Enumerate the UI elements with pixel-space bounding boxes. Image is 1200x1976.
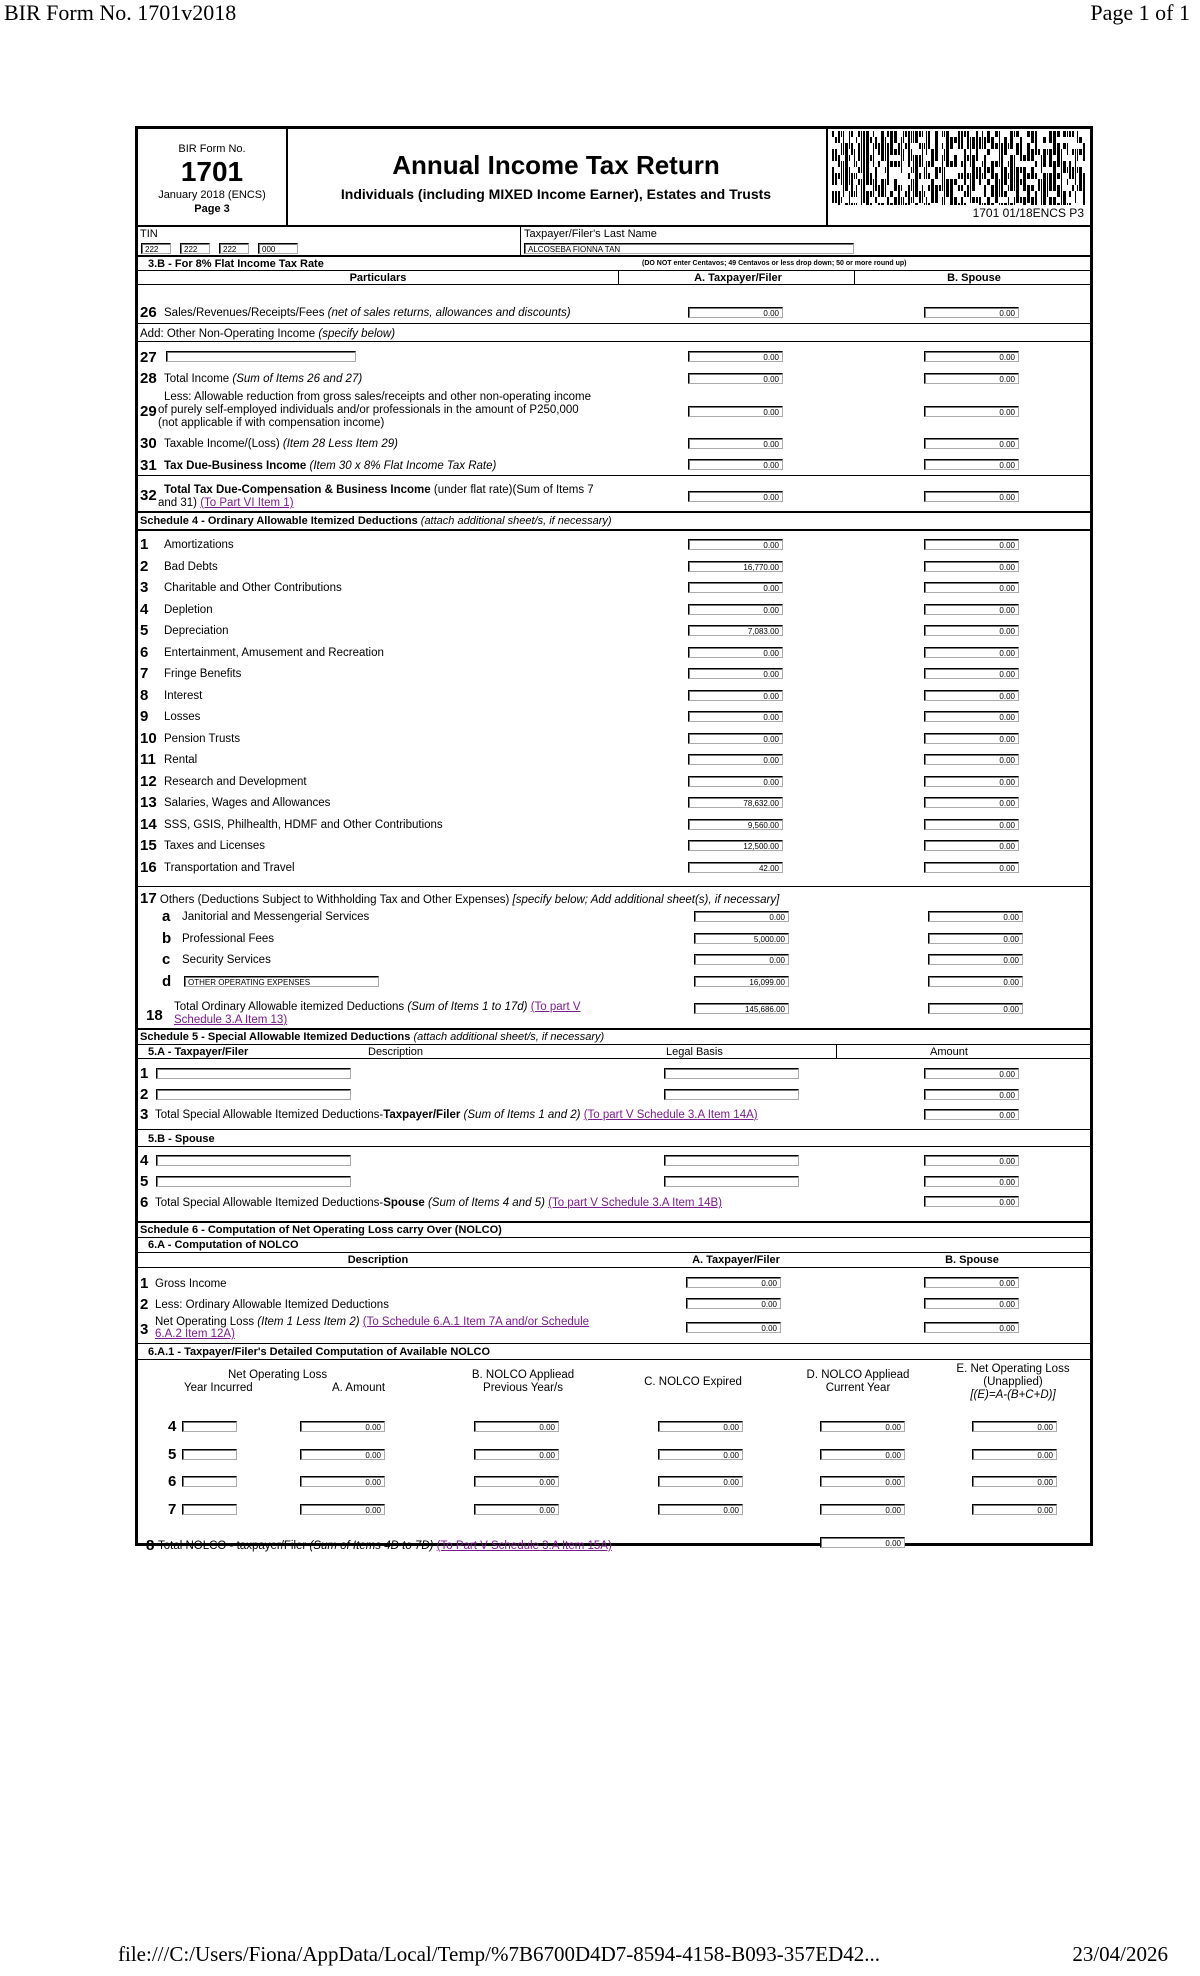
s4-item-num: 5 — [140, 622, 149, 639]
s4-item-label: Transportation and Travel — [164, 861, 295, 874]
item-18-b[interactable]: 0.00 — [928, 1003, 1023, 1014]
s6-col-description: Description — [347, 1254, 409, 1266]
s4-item-num: 4 — [140, 600, 149, 618]
last-name-label: Taxpayer/Filer's Last Name — [524, 228, 657, 240]
s6-row-c[interactable]: 0.00 — [658, 1449, 743, 1460]
s4-sub-label[interactable]: OTHER OPERATING EXPENSES — [184, 976, 379, 987]
s5-item-3-amount[interactable]: 0.00 — [924, 1109, 1019, 1120]
s6-row-b[interactable]: 0.00 — [474, 1421, 559, 1432]
s6-row-b[interactable]: 0.00 — [474, 1476, 559, 1487]
s4-item-b[interactable]: 0.00 — [924, 582, 1019, 593]
s4-item-a[interactable]: 78,632.00 — [688, 797, 783, 808]
s4-item-label: Depreciation — [164, 625, 229, 637]
s6-row-d[interactable]: 0.00 — [820, 1504, 905, 1515]
s4-item-a[interactable]: 0.00 — [688, 604, 783, 615]
s4-item-b[interactable]: 0.00 — [924, 733, 1019, 744]
item-31-note: (Item 30 x 8% Flat Income Tax Rate) — [309, 460, 497, 472]
barcode-block — [826, 129, 1092, 225]
item-29-b[interactable]: 0.00 — [924, 406, 1019, 417]
item-28-a[interactable]: 0.00 — [688, 373, 783, 384]
s6-item-2-b[interactable]: 0.00 — [924, 1298, 1019, 1309]
page-footer-date: 23/04/2026 — [1072, 1942, 1168, 1966]
s5-item-3-note: (Sum of Items 1 and 2) — [463, 1109, 581, 1121]
s4-sub-a[interactable]: 16,099.00 — [694, 976, 789, 987]
s4-item-a[interactable]: 16,770.00 — [688, 561, 783, 572]
item-18-note: (Sum of Items 1 to 17d) — [407, 1001, 528, 1013]
item-29-num: 29 — [140, 403, 157, 420]
item-26-a[interactable]: 0.00 — [688, 307, 783, 318]
item-28-num: 28 — [140, 370, 157, 387]
form-number: 1701 — [180, 156, 244, 187]
item-31-label: Tax Due-Business Income — [164, 460, 307, 472]
s5a-title: 5.A - Taxpayer/Filer — [148, 1046, 249, 1058]
s6-row-num: 4 — [168, 1418, 177, 1435]
s6-item-1-b[interactable]: 0.00 — [924, 1277, 1019, 1288]
s6-item-2-label: Less: Ordinary Allowable Itemized Deductions — [155, 1299, 389, 1311]
item-18-label: Total Ordinary Allowable itemized Deductions — [174, 1001, 405, 1013]
s6a1-h-b1: B. NOLCO Appliead — [471, 1369, 575, 1381]
barcode-icon — [832, 131, 1088, 205]
s4-item-b[interactable]: 0.00 — [924, 604, 1019, 615]
s6a1-h-b2: Previous Year/s — [483, 1382, 563, 1394]
s4-sub-letter: b — [162, 929, 172, 947]
s5-item-2-legal[interactable] — [664, 1089, 799, 1100]
s4-item-num: 15 — [140, 837, 157, 854]
s6-row-d[interactable]: 0.00 — [820, 1421, 905, 1432]
s4-item-num: 6 — [140, 643, 149, 661]
tin-part-4[interactable]: 000 — [258, 243, 298, 254]
s4-item-label: Amortizations — [164, 539, 234, 551]
s5-col-description: Description — [368, 1046, 424, 1058]
s5-col-amount: Amount — [930, 1046, 968, 1058]
s4-item-b[interactable]: 0.00 — [924, 819, 1019, 830]
s6-title: Schedule 6 - Computation of Net Operating Loss carry Over (NOLCO) — [140, 1224, 502, 1236]
item-29-line3: (not applicable if with compensation income) — [158, 417, 385, 429]
s4-item-b[interactable]: 0.00 — [924, 754, 1019, 765]
s6-item-3-note: (Item 1 Less Item 2) — [257, 1316, 360, 1328]
s6-item-3-label: Net Operating Loss — [155, 1316, 255, 1328]
s6-row-e[interactable]: 0.00 — [972, 1504, 1057, 1515]
s6-item-3-b[interactable]: 0.00 — [924, 1322, 1019, 1333]
s4-title: Schedule 4 - Ordinary Allowable Itemized Deductions — [140, 515, 418, 527]
s4-sub-b[interactable]: 0.00 — [928, 954, 1023, 965]
s5-item-2-amount[interactable]: 0.00 — [924, 1089, 1019, 1100]
s5b-title: 5.B - Spouse — [148, 1133, 215, 1145]
s6-row-num: 5 — [168, 1445, 177, 1463]
s6-item-1-label: Gross Income — [155, 1278, 227, 1290]
s4-sub-label: Security Services — [182, 954, 271, 966]
item-30-b[interactable]: 0.00 — [924, 438, 1019, 449]
s4-item-a[interactable]: 12,500.00 — [688, 840, 783, 851]
s4-item-label: Rental — [164, 754, 198, 766]
s4-item-label: Pension Trusts — [164, 732, 241, 745]
s4-sub-letter: d — [162, 972, 172, 990]
s4-item-num: 2 — [140, 557, 149, 575]
s4-sub-b[interactable]: 0.00 — [928, 976, 1023, 987]
s4-item-a[interactable]: 9,560.00 — [688, 819, 783, 830]
s4-item-num: 8 — [140, 686, 149, 704]
s6-row-c[interactable]: 0.00 — [658, 1421, 743, 1432]
s4-item-label: Entertainment, Amusement and Recreation — [164, 646, 384, 659]
page-header-form-id: BIR Form No. 1701v2018 — [4, 0, 237, 25]
s6a1-h-amount: A. Amount — [332, 1382, 386, 1394]
s6-item-3-link-1[interactable]: (To Schedule 6.A.1 Item 7A and/or Schedule — [362, 1316, 590, 1328]
s5-item-4-amount[interactable]: 0.00 — [924, 1155, 1019, 1166]
s4-item-label: Bad Debts — [164, 560, 218, 573]
s4-item-a[interactable]: 0.00 — [688, 711, 783, 722]
s5-item-5-num: 5 — [140, 1173, 149, 1190]
item-32-b[interactable]: 0.00 — [924, 491, 1019, 502]
s4-item-num: 7 — [140, 665, 149, 682]
item-32-label: Total Tax Due-Compensation & Business Income — [164, 484, 431, 496]
s4-item-label: Depletion — [164, 603, 213, 616]
item-32-num: 32 — [140, 487, 157, 504]
item-26-b[interactable]: 0.00 — [924, 307, 1019, 318]
item-26-num: 26 — [140, 304, 157, 321]
s5-item-1-legal[interactable] — [664, 1068, 799, 1079]
s4-item-label: Fringe Benefits — [164, 668, 242, 680]
s6a1-h-d1: D. NOLCO Appliead — [806, 1369, 910, 1381]
form-id-block — [138, 129, 288, 225]
item-31-b[interactable]: 0.00 — [924, 459, 1019, 470]
s6-row-a[interactable]: 0.00 — [300, 1504, 385, 1515]
s4-item-b[interactable]: 0.00 — [924, 668, 1019, 679]
s6-item-2-a[interactable]: 0.00 — [686, 1298, 781, 1309]
add-label: Add: Other Non-Operating Income — [140, 328, 316, 340]
s5-item-6-num: 6 — [140, 1194, 149, 1211]
s5-col-legal-basis: Legal Basis — [666, 1046, 723, 1058]
item-30-note: (Item 28 Less Item 29) — [282, 438, 398, 450]
item-28-label: Total Income — [164, 373, 230, 385]
s4-sub-b[interactable]: 0.00 — [928, 911, 1023, 922]
s4-sub-a[interactable]: 0.00 — [694, 911, 789, 922]
s4-item-num: 10 — [140, 729, 157, 747]
s6a1-h-e3: [(E)=A-(B+C+D)] — [970, 1389, 1056, 1401]
s6-row-b[interactable]: 0.00 — [474, 1449, 559, 1460]
item-32-a[interactable]: 0.00 — [688, 491, 783, 502]
s4-item-b[interactable]: 0.00 — [924, 840, 1019, 851]
s5-item-5-legal[interactable] — [664, 1176, 799, 1187]
item-27-b[interactable]: 0.00 — [924, 351, 1019, 362]
item-32-note: (under flat rate)(Sum of Items 7 — [433, 484, 594, 496]
s4-item-b[interactable]: 0.00 — [924, 797, 1019, 808]
s5-item-4-desc[interactable] — [156, 1155, 351, 1166]
s6-row-num: 6 — [168, 1473, 177, 1490]
s4-sub-letter: a — [162, 908, 171, 925]
s4-item-num: 14 — [140, 815, 157, 833]
s4-item-a[interactable]: 0.00 — [688, 539, 783, 550]
s6-row-e[interactable]: 0.00 — [972, 1421, 1057, 1432]
s6-col-spouse: B. Spouse — [945, 1254, 999, 1266]
form-title: Annual Income Tax Return — [392, 150, 720, 180]
s4-sub-a[interactable]: 5,000.00 — [694, 933, 789, 944]
s6-item-1-a[interactable]: 0.00 — [686, 1277, 781, 1288]
item-28-note: (Sum of Items 26 and 27) — [232, 373, 363, 385]
s5-item-6-label-bold: Spouse — [383, 1197, 425, 1209]
s5-item-6-label: Total Special Allowable Itemized Deductions- — [155, 1197, 384, 1209]
s4-sub-letter: c — [162, 951, 171, 968]
s4-item-label: Charitable and Other Contributions — [164, 582, 342, 594]
s4-item-b[interactable]: 0.00 — [924, 647, 1019, 658]
barcode-code: 1701 01/18ENCS P3 — [972, 206, 1084, 220]
s5-item-1-num: 1 — [140, 1065, 149, 1082]
s6-item-8-label: Total NOLCO - taxpayer/Filer — [158, 1540, 307, 1552]
item-27-a[interactable]: 0.00 — [688, 351, 783, 362]
s4-item-a[interactable]: 0.00 — [688, 754, 783, 765]
item-29-a[interactable]: 0.00 — [688, 406, 783, 417]
s6-item-3-num: 3 — [140, 1321, 149, 1338]
s6-item-8-link[interactable]: (To Part V Schedule 3.A Item 15A) — [436, 1540, 612, 1552]
item-32-line2: and 31) — [158, 497, 198, 509]
s6-row-c[interactable]: 0.00 — [658, 1504, 743, 1515]
s5-item-6-link[interactable]: (To part V Schedule 3.A Item 14B) — [548, 1197, 722, 1209]
s5-item-2-num: 2 — [140, 1086, 149, 1103]
s6a1-h-nol: Net Operating Loss — [228, 1369, 328, 1381]
item-30-num: 30 — [140, 435, 157, 452]
form-version: January 2018 (ENCS) — [158, 189, 266, 201]
s4-item-b[interactable]: 0.00 — [924, 690, 1019, 701]
s5-title-note: (attach additional sheet/s, if necessary) — [413, 1031, 605, 1043]
item-31-num: 31 — [140, 457, 157, 474]
s4-item-a[interactable]: 0.00 — [688, 733, 783, 744]
item-32-link[interactable]: (To Part VI Item 1) — [200, 497, 294, 509]
s4-item-a[interactable]: 0.00 — [688, 582, 783, 593]
s6a1-h-e1: E. Net Operating Loss — [956, 1363, 1070, 1375]
item-30-label: Taxable Income/(Loss) — [164, 438, 280, 450]
s6-row-num: 7 — [168, 1500, 177, 1518]
item-27-num: 27 — [140, 349, 157, 366]
s4-item-num: 12 — [140, 772, 157, 790]
s4-item-label: SSS, GSIS, Philhealth, HDMF and Other Contributions — [164, 818, 443, 831]
s6-row-d[interactable]: 0.00 — [820, 1476, 905, 1487]
s6a-title: 6.A - Computation of NOLCO — [148, 1239, 299, 1251]
s5-item-5-desc[interactable] — [156, 1176, 351, 1187]
s6a1-h-e2: (Unapplied) — [983, 1376, 1043, 1388]
item-31-a[interactable]: 0.00 — [688, 459, 783, 470]
s4-item-b[interactable]: 0.00 — [924, 561, 1019, 572]
s6-row-a[interactable]: 0.00 — [300, 1421, 385, 1432]
s5-item-2-desc[interactable] — [156, 1089, 351, 1100]
form-subtitle: Individuals (including MIXED Income Earner), Estates and Trusts — [340, 186, 772, 202]
item-18-link-1[interactable]: (To part V — [530, 1001, 581, 1013]
item-28-b[interactable]: 0.00 — [924, 373, 1019, 384]
tin-part-1[interactable]: 222 — [141, 243, 171, 254]
s4-item-a[interactable]: 0.00 — [688, 668, 783, 679]
s4-item-num: 1 — [140, 536, 149, 553]
s4-item-a[interactable]: 0.00 — [688, 776, 783, 787]
s4-item-label: Research and Development — [164, 775, 307, 788]
s4-item-label: Taxes and Licenses — [164, 840, 266, 852]
s5-item-3-link[interactable]: (To part V Schedule 3.A Item 14A) — [583, 1109, 758, 1121]
s4-sub-label: Janitorial and Messengerial Services — [182, 911, 370, 923]
item-27-desc[interactable] — [166, 351, 356, 362]
s4-sub-b[interactable]: 0.00 — [928, 933, 1023, 944]
col-taxpayer: A. Taxpayer/Filer — [694, 272, 782, 284]
s4-sub-label: Professional Fees — [182, 932, 275, 945]
s6-col-taxpayer: A. Taxpayer/Filer — [692, 1254, 780, 1266]
s4-item-num: 9 — [140, 708, 149, 725]
s6-row-b[interactable]: 0.00 — [474, 1504, 559, 1515]
s4-item-num: 13 — [140, 794, 157, 811]
page-header-page-label: Page 1 of 1 — [1090, 0, 1190, 25]
s6-row-year[interactable] — [182, 1504, 237, 1515]
s4-item-b[interactable]: 0.00 — [924, 625, 1019, 636]
s5-item-3-num: 3 — [140, 1106, 149, 1123]
s6-item-3-a[interactable]: 0.00 — [686, 1322, 781, 1333]
item-17-num: 17 — [140, 890, 157, 907]
col-particulars: Particulars — [349, 272, 407, 284]
s4-item-b[interactable]: 0.00 — [924, 539, 1019, 550]
s4-item-a[interactable]: 0.00 — [688, 690, 783, 701]
s4-item-b[interactable]: 0.00 — [924, 711, 1019, 722]
page-footer-path: file:///C:/Users/Fiona/AppData/Local/Temp/%7B6700D4D7-8594-4158-B093-357ED42... — [118, 1942, 881, 1966]
s5-item-6-amount[interactable]: 0.00 — [924, 1196, 1019, 1207]
item-18-a[interactable]: 145,686.00 — [694, 1003, 789, 1014]
s5-item-6-note: (Sum of Items 4 and 5) — [427, 1197, 545, 1209]
s4-item-label: Losses — [164, 711, 201, 723]
s6-row-a[interactable]: 0.00 — [300, 1449, 385, 1460]
bir-label: BIR Form No. — [178, 143, 246, 155]
s3b-note: (DO NOT enter Centavos; 49 Centavos or less drop down; 50 or more round up) — [642, 260, 907, 267]
s6-item-2-num: 2 — [140, 1296, 149, 1313]
s4-item-num: 3 — [140, 579, 149, 596]
s5-item-3-label: Total Special Allowable Itemized Deductions- — [155, 1109, 384, 1121]
s6-row-e[interactable]: 0.00 — [972, 1449, 1057, 1460]
col-spouse: B. Spouse — [947, 272, 1001, 284]
s6a1-h-d2: Current Year — [825, 1382, 891, 1394]
s5-item-4-num: 4 — [140, 1152, 149, 1169]
s4-item-num: 16 — [140, 858, 157, 876]
item-17-label: Others (Deductions Subject to Withholding Tax and Other Expenses) — [159, 894, 510, 906]
s5-item-3-label-bold: Taxpayer/Filer — [383, 1109, 461, 1121]
s6-item-8-amount[interactable]: 0.00 — [820, 1537, 905, 1548]
s3b-title: 3.B - For 8% Flat Income Tax Rate — [148, 258, 324, 270]
s6-row-year[interactable] — [182, 1476, 237, 1487]
item-18-link-2[interactable]: Schedule 3.A Item 13) — [174, 1014, 288, 1026]
item-26-note: (net of sales returns, allowances and discounts) — [327, 307, 571, 319]
form-page: Page 3 — [194, 203, 230, 215]
s6-item-1-num: 1 — [140, 1275, 149, 1292]
s4-item-num: 11 — [140, 751, 156, 768]
add-note: (specify below) — [318, 328, 396, 340]
s5-item-1-desc[interactable] — [156, 1068, 351, 1079]
s6-row-e[interactable]: 0.00 — [972, 1476, 1057, 1487]
s5-item-4-legal[interactable] — [664, 1155, 799, 1166]
s5-item-5-amount[interactable]: 0.00 — [924, 1176, 1019, 1187]
tin-part-2[interactable]: 222 — [180, 243, 210, 254]
tin-part-3[interactable]: 222 — [219, 243, 249, 254]
item-17-note: [specify below; Add additional sheet(s), if necessary] — [512, 894, 780, 906]
s5-item-1-amount[interactable]: 0.00 — [924, 1068, 1019, 1079]
s6-item-8-num: 8 — [146, 1537, 155, 1554]
s4-item-a[interactable]: 7,083.00 — [688, 625, 783, 636]
s6-row-d[interactable]: 0.00 — [820, 1449, 905, 1460]
s4-item-b[interactable]: 0.00 — [924, 776, 1019, 787]
item-30-a[interactable]: 0.00 — [688, 438, 783, 449]
form-1701-page3 — [135, 126, 1093, 1554]
s6-row-c[interactable]: 0.00 — [658, 1476, 743, 1487]
s5-title: Schedule 5 - Special Allowable Itemized Deductions — [140, 1031, 411, 1043]
item-18-num: 18 — [146, 1007, 163, 1024]
s6a1-h-year: Year Incurred — [184, 1382, 253, 1394]
s6-row-a[interactable]: 0.00 — [300, 1476, 385, 1487]
s4-title-note: (attach additional sheet/s, if necessary) — [420, 515, 612, 527]
s4-sub-a[interactable]: 0.00 — [694, 954, 789, 965]
s6-row-year[interactable] — [182, 1421, 237, 1432]
s4-item-label: Interest — [164, 689, 203, 702]
s6-item-3-link-2[interactable]: 6.A.2 Item 12A) — [155, 1328, 235, 1340]
tin-label: TIN — [140, 228, 158, 240]
s4-item-a[interactable]: 42.00 — [688, 862, 783, 873]
s6-row-year[interactable] — [182, 1449, 237, 1460]
item-29-line1: Less: Allowable reduction from gross sales/receipts and other non-operating income — [164, 391, 592, 403]
s6a1-title: 6.A.1 - Taxpayer/Filer's Detailed Computation of Available NOLCO — [148, 1346, 491, 1358]
s6a1-h-c: C. NOLCO Expired — [644, 1376, 742, 1388]
s4-item-a[interactable]: 0.00 — [688, 647, 783, 658]
s4-item-label: Salaries, Wages and Allowances — [164, 797, 331, 809]
s4-item-b[interactable]: 0.00 — [924, 862, 1019, 873]
s6-item-8-note: (Sum of Items 4D to 7D) — [309, 1540, 434, 1552]
item-29-line2: of purely self-employed individuals and/or professionals in the amount of P250,000 — [158, 404, 579, 416]
last-name-field[interactable]: ALCOSEBA FIONNA TAN — [524, 243, 854, 254]
item-26-label: Sales/Revenues/Receipts/Fees — [164, 307, 325, 319]
